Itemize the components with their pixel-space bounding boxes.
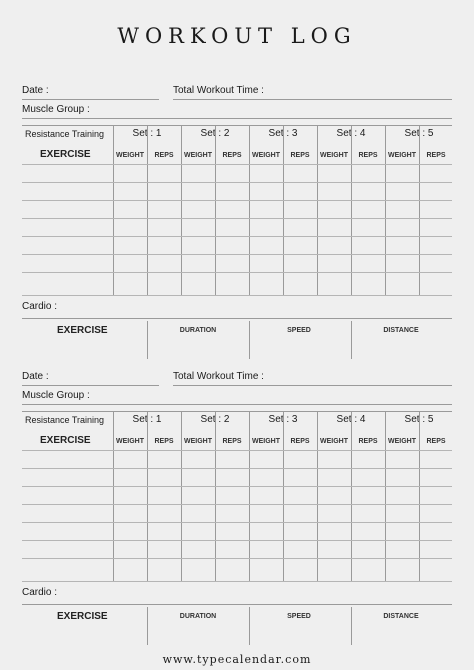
set-2-label: Set : 2 [200, 128, 230, 139]
table-row[interactable] [22, 182, 452, 183]
table-top-line [22, 125, 452, 126]
muscle-group-label: Muscle Group : [22, 104, 90, 115]
cardio-column-line [249, 321, 250, 359]
grid-column-line [181, 125, 182, 296]
speed-header: SPEED [287, 613, 311, 620]
grid-column-line [181, 411, 182, 582]
table-row[interactable] [22, 468, 452, 469]
weight-header: WEIGHT [388, 438, 416, 445]
grid-column-line [215, 411, 216, 582]
grid-column-line [283, 411, 284, 582]
weight-header: WEIGHT [116, 152, 144, 159]
weight-header: WEIGHT [116, 438, 144, 445]
table-row[interactable] [22, 522, 452, 523]
weight-header: WEIGHT [388, 152, 416, 159]
grid-column-line [385, 411, 386, 582]
cardio-label: Cardio : [22, 587, 58, 598]
table-row[interactable] [22, 272, 452, 273]
total-time-field[interactable] [173, 99, 452, 100]
muscle-group-field[interactable] [22, 118, 452, 119]
grid-column-line [419, 411, 420, 582]
set-5-label: Set : 5 [404, 414, 434, 425]
exercise-header: EXERCISE [40, 149, 91, 160]
table-row[interactable] [22, 450, 452, 451]
cardio-top-line [22, 604, 452, 605]
table-row[interactable] [22, 218, 452, 219]
date-label: Date : [22, 85, 49, 96]
reps-header: REPS [426, 438, 446, 445]
weight-header: WEIGHT [320, 152, 348, 159]
date-field[interactable] [22, 385, 159, 386]
table-row[interactable] [22, 164, 452, 165]
reps-header: REPS [222, 438, 242, 445]
grid-column-line [385, 125, 386, 296]
cardio-exercise-header: EXERCISE [57, 611, 108, 622]
weight-header: WEIGHT [252, 152, 280, 159]
reps-header: REPS [358, 152, 378, 159]
cardio-column-line [351, 321, 352, 359]
set-1-label: Set : 1 [132, 128, 162, 139]
grid-column-line [147, 411, 148, 582]
cardio-column-line [147, 607, 148, 645]
set-2-label: Set : 2 [200, 414, 230, 425]
set-4-label: Set : 4 [336, 128, 366, 139]
table-row[interactable] [22, 558, 452, 559]
grid-column-line [351, 411, 352, 582]
table-row[interactable] [22, 236, 452, 237]
reps-header: REPS [426, 152, 446, 159]
reps-header: REPS [222, 152, 242, 159]
grid-column-line [215, 125, 216, 296]
grid-column-line [147, 125, 148, 296]
grid-column-line [317, 125, 318, 296]
date-field[interactable] [22, 99, 159, 100]
set-5-label: Set : 5 [404, 128, 434, 139]
weight-header: WEIGHT [320, 438, 348, 445]
table-row[interactable] [22, 504, 452, 505]
table-row[interactable] [22, 486, 452, 487]
grid-column-line [317, 411, 318, 582]
reps-header: REPS [154, 152, 174, 159]
distance-header: DISTANCE [383, 613, 419, 620]
cardio-column-line [351, 607, 352, 645]
footer-website: www.typecalendar.com [162, 653, 312, 666]
weight-header: WEIGHT [184, 438, 212, 445]
reps-header: REPS [290, 152, 310, 159]
total-time-label: Total Workout Time : [173, 85, 264, 96]
grid-column-line [113, 411, 114, 582]
cardio-exercise-header: EXERCISE [57, 325, 108, 336]
grid-column-line [419, 125, 420, 296]
workout-section [0, 368, 474, 658]
duration-header: DURATION [179, 327, 217, 334]
workout-section [0, 82, 474, 372]
page-title: WORKOUT LOG [117, 24, 357, 48]
reps-header: REPS [290, 438, 310, 445]
weight-header: WEIGHT [252, 438, 280, 445]
table-row[interactable] [22, 295, 452, 296]
grid-column-line [283, 125, 284, 296]
reps-header: REPS [358, 438, 378, 445]
resistance-training-label: Resistance Training [25, 415, 105, 425]
muscle-group-field[interactable] [22, 404, 452, 405]
total-time-label: Total Workout Time : [173, 371, 264, 382]
reps-header: REPS [154, 438, 174, 445]
table-top-line [22, 411, 452, 412]
exercise-header: EXERCISE [40, 435, 91, 446]
muscle-group-label: Muscle Group : [22, 390, 90, 401]
weight-header: WEIGHT [184, 152, 212, 159]
grid-column-line [113, 125, 114, 296]
cardio-top-line [22, 318, 452, 319]
table-row[interactable] [22, 540, 452, 541]
set-3-label: Set : 3 [268, 414, 298, 425]
grid-column-line [351, 125, 352, 296]
table-row[interactable] [22, 581, 452, 582]
speed-header: SPEED [287, 327, 311, 334]
date-label: Date : [22, 371, 49, 382]
distance-header: DISTANCE [383, 327, 419, 334]
duration-header: DURATION [179, 613, 217, 620]
table-row[interactable] [22, 200, 452, 201]
total-time-field[interactable] [173, 385, 452, 386]
table-row[interactable] [22, 254, 452, 255]
cardio-label: Cardio : [22, 301, 58, 312]
set-4-label: Set : 4 [336, 414, 366, 425]
set-3-label: Set : 3 [268, 128, 298, 139]
cardio-column-line [249, 607, 250, 645]
grid-column-line [249, 411, 250, 582]
resistance-training-label: Resistance Training [25, 129, 105, 139]
cardio-column-line [147, 321, 148, 359]
grid-column-line [249, 125, 250, 296]
set-1-label: Set : 1 [132, 414, 162, 425]
